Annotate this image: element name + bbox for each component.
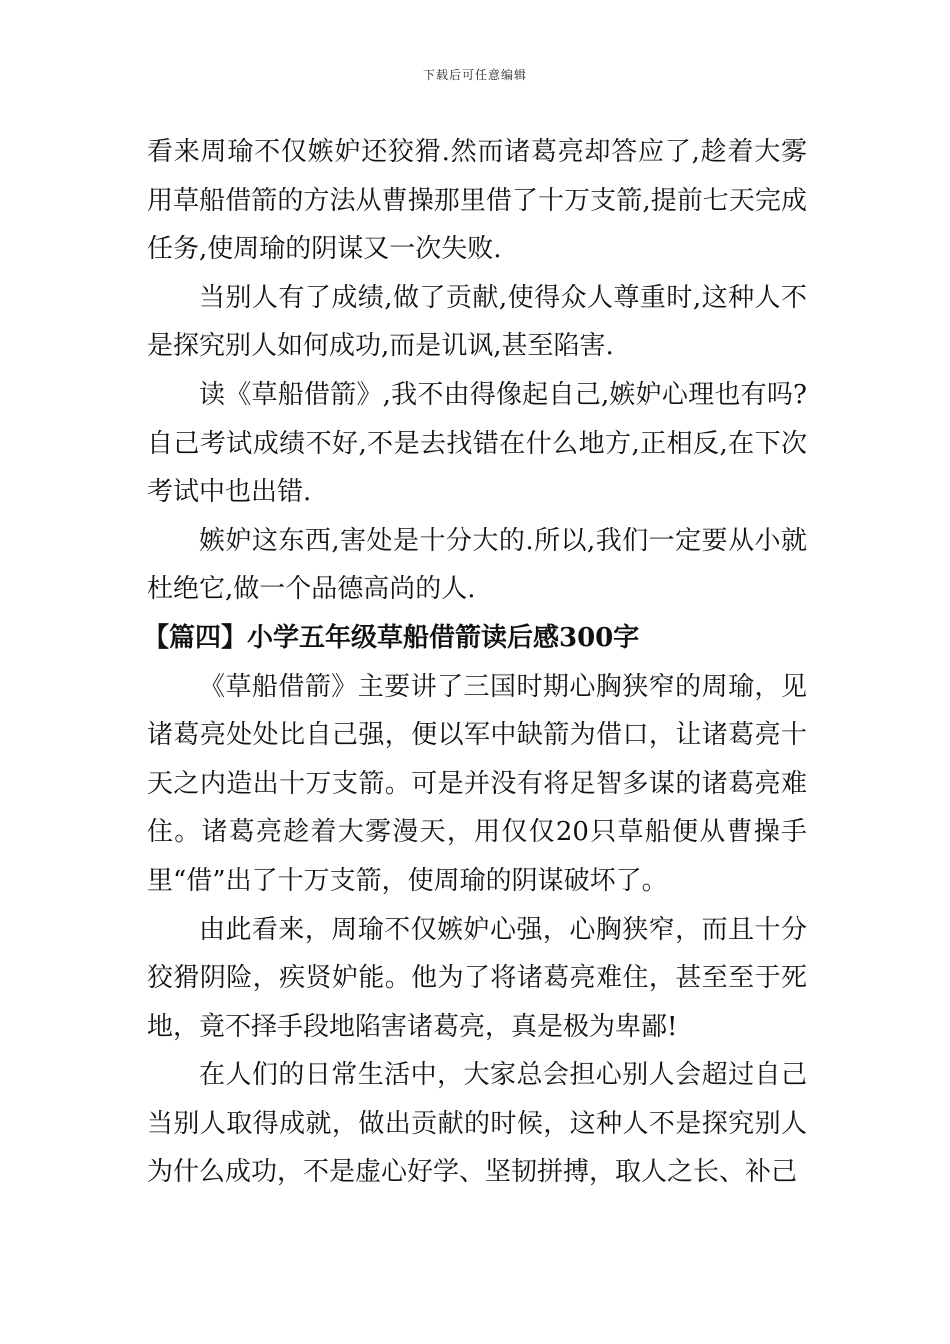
- section-paragraph-3: 在人们的日常生活中，大家总会担心别人会超过自己当别人取得成就，做出贡献的时候，这种人不是探究别人为什么成功，不是虚心好学、坚韧拼搏，取人之长、补己: [147, 1060, 807, 1188]
- header-note: 下载后可任意编辑: [422, 68, 527, 82]
- section-heading: 【篇四】小学五年级草船借箭读后感300字: [143, 622, 640, 653]
- paragraph-2: 当别人有了成绩,做了贡献,使得众人尊重时,这种人不是探究别人如何成功,而是讥讽,甚至陷害.: [147, 282, 807, 362]
- section-paragraph-1: 《草船借箭》主要讲了三国时期心胸狭窄的周瑜，见诸葛亮处处比自己强，便以军中缺箭为借口，让诸葛亮十天之内造出十万支箭。可是并没有将足智多谋的诸葛亮难住。诸葛亮趁着大雾漫天，用仅仅20只草船便从曹操手里“借”出了十万支箭，使周瑜的阴谋破坏了。: [147, 671, 807, 896]
- document-body: [143, 128, 807, 1197]
- paragraph-3: 读《草船借箭》,我不由得像起自己,嫉妒心理也有吗?自己考试成绩不好,不是去找错在什么地方,正相反,在下次考试中也出错.: [147, 379, 807, 508]
- paragraph-1: 看来周瑜不仅嫉妒还狡猾.然而诸葛亮却答应了,趁着大雾用草船借箭的方法从曹操那里借了十万支箭,提前七天完成任务,使周瑜的阴谋又一次失败.: [147, 137, 807, 265]
- section-paragraph-2: 由此看来，周瑜不仅嫉妒心强，心胸狭窄，而且十分狡猾阴险，疾贤妒能。他为了将诸葛亮难住，甚至至于死地，竟不择手段地陷害诸葛亮，真是极为卑鄙!: [147, 914, 807, 1042]
- paragraph-4: 嫉妒这东西,害处是十分大的.所以,我们一定要从小就杜绝它,做一个品德高尚的人.: [147, 525, 807, 605]
